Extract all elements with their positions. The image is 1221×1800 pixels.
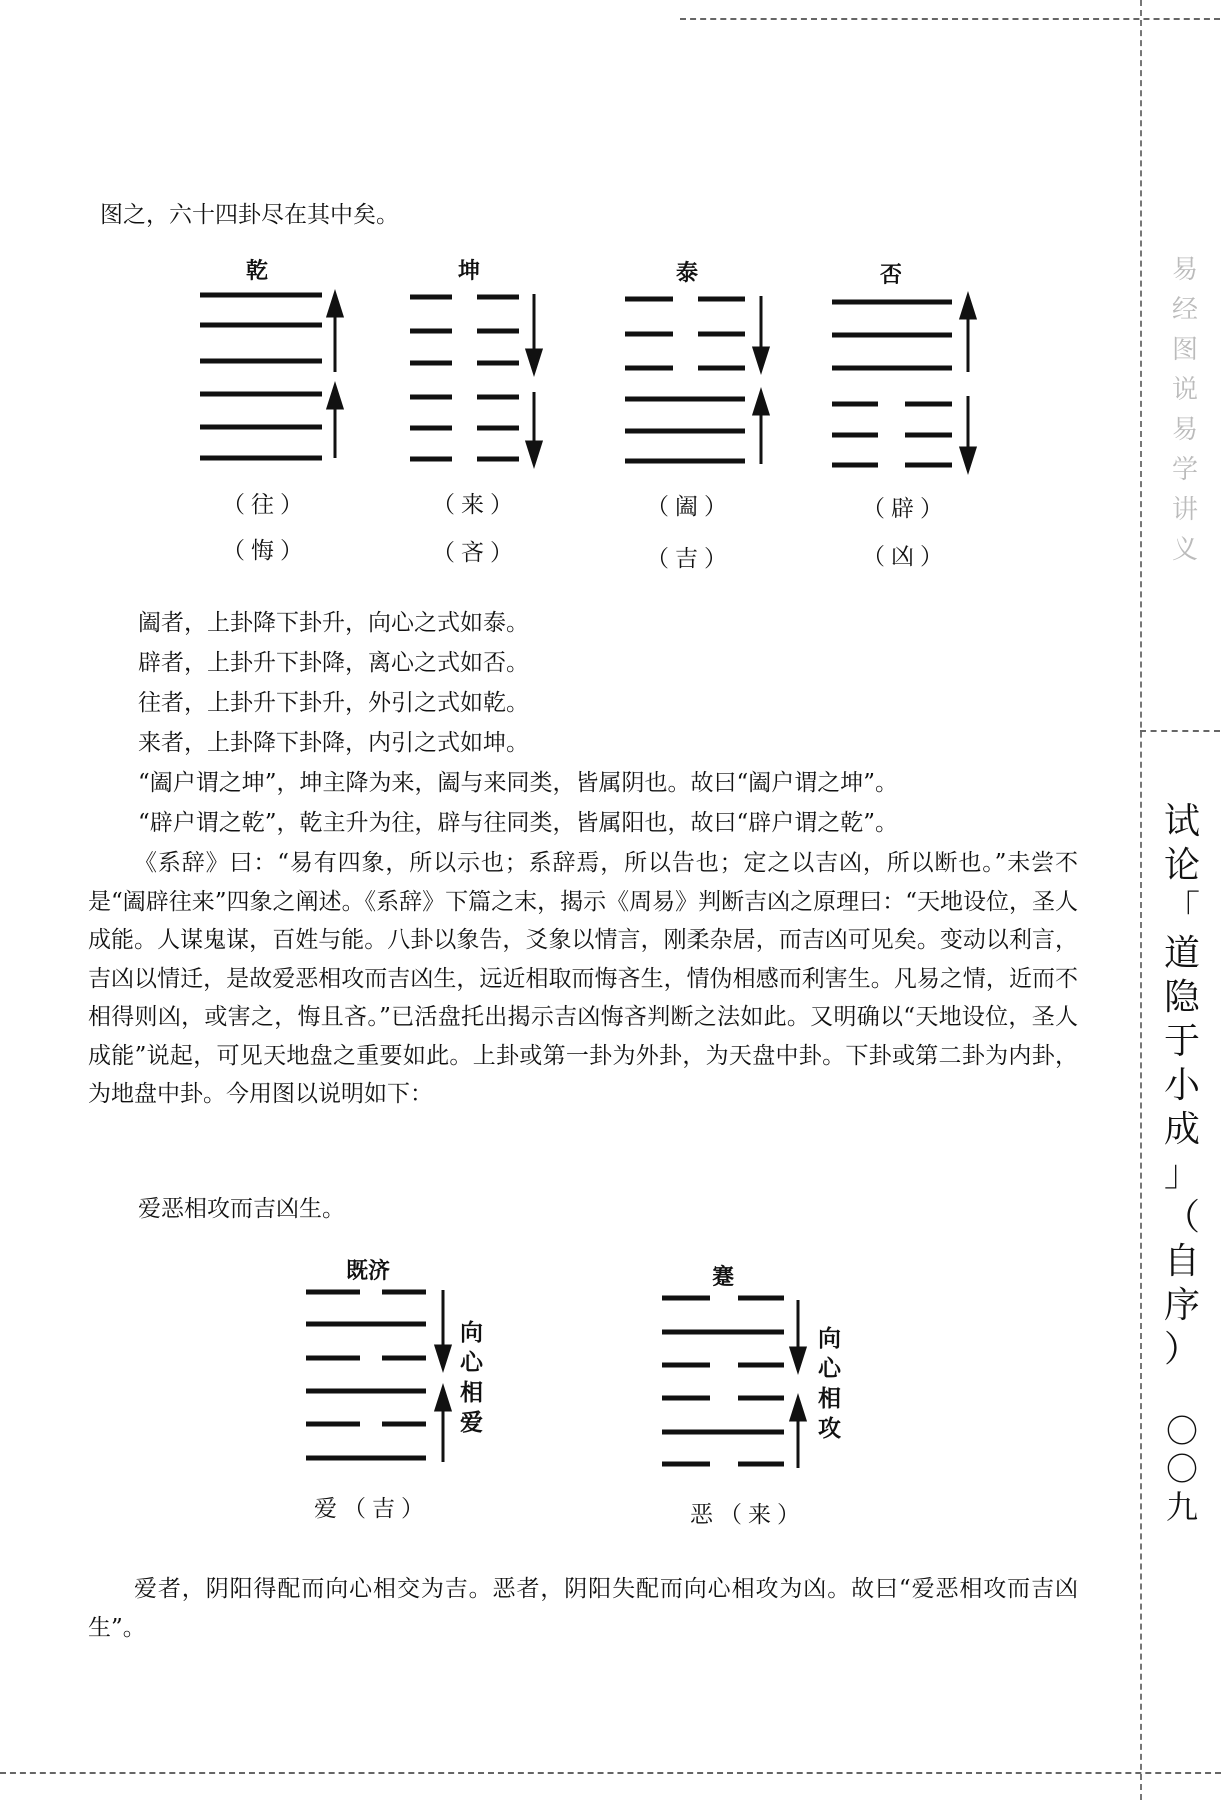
note-xiang-xin-xiang-gong: 向心相攻 [818, 1325, 841, 1442]
hexagram-name-qian: 乾 [246, 258, 269, 284]
label-wang: （往） [222, 492, 309, 518]
closing-paragraph: 爱者，阴阳得配而向心相交为吉。恶者，阴阳失配而向心相攻为凶。故曰“爱恶相攻而吉凶生”。 [88, 1576, 1078, 1641]
label-ji: （吉） [646, 546, 733, 572]
side-title-char: 自 [1163, 1241, 1200, 1282]
intro-text: 图之，六十四卦尽在其中矣。 [100, 202, 399, 228]
faded-side-text: 易经图说易学讲义 [1171, 255, 1198, 565]
side-title-char: 隐 [1163, 977, 1200, 1018]
hexagram-name-tai: 泰 [676, 260, 699, 286]
side-title [1160, 800, 1204, 1372]
definition-lai: 来者，上卦降下卦降，内引之式如坤。 [138, 730, 529, 756]
side-title-char: （ [1163, 1197, 1200, 1238]
definition-wang: 往者，上卦升下卦升，外引之式如乾。 [138, 690, 529, 716]
hexagram-pi-lines [832, 302, 952, 465]
label-lin: （吝） [432, 540, 519, 566]
hexagram-jiji-lines [306, 1292, 426, 1458]
label-he: （阖） [646, 494, 733, 520]
note-xiang-xin-xiang-ai: 向心相爱 [460, 1319, 483, 1436]
section-heading: 爱恶相攻而吉凶生。 [138, 1196, 345, 1222]
label-lai: （来） [432, 492, 519, 518]
hexagram-qian-lines [200, 295, 322, 458]
main-paragraph: 《系辞》曰：“易有四象，所以示也；系辞焉，所以告也；定之以吉凶，所以断也。”未尝不是“阖辟往来”四象之阐述。《系辞》下篇之末，揭示《周易》判断吉凶之原理曰：“天地设位，圣人成能。人谋鬼谋，百姓与能。八卦以象告，爻象以情言，刚柔杂居，而吉凶可见矣。变动以利言，吉凶以情迁，是故爱恶相攻而吉凶生，远近相取而悔吝生，情伪相感而利害生。凡易之情，近而不相得则凶，或害之，悔且吝。”已活盘托出揭示吉凶悔吝判断之法如此。又明确以“天地设位，圣人成能”说起，可见天地盘之重要如此。上卦或第一卦为外卦，为天盘中卦。下卦或第二卦为内卦，为地盘中卦。今用图以说明如下： [88, 850, 1078, 1107]
label-pi: （辟） [862, 496, 949, 522]
page-number: 〇〇九 [1165, 1412, 1198, 1526]
side-title-char: 「 [1163, 889, 1200, 930]
side-title-char: 」 [1163, 1153, 1200, 1194]
label-wu-lai: 恶（来） [690, 1502, 806, 1528]
hexagram-name-pi: 否 [880, 262, 903, 288]
definition-qian-quote: “辟户谓之乾”，乾主升为往，辟与往同类，皆属阳也，故曰“辟户谓之乾”。 [138, 810, 899, 836]
side-title-char: 序 [1163, 1285, 1200, 1326]
side-title-char: 试 [1163, 801, 1200, 842]
hexagram-name-kun: 坤 [458, 258, 481, 284]
hexagram-name-jiji: 既济 [346, 1258, 391, 1284]
hexagram-jian-lines [662, 1298, 784, 1464]
definition-he: 阖者，上卦降下卦升，向心之式如泰。 [138, 610, 529, 636]
side-title-char: ） [1163, 1329, 1200, 1370]
side-title-char: 于 [1163, 1021, 1200, 1062]
label-xiong: （凶） [862, 544, 949, 570]
definition-kun-quote: “阖户谓之坤”，坤主降为来，阖与来同类，皆属阴也。故曰“阖户谓之坤”。 [138, 770, 899, 796]
hexagram-kun-lines [410, 297, 519, 459]
hexagram-tai-lines [625, 299, 745, 461]
hexagram-name-jian: 蹇 [712, 1264, 735, 1290]
side-title-char: 论 [1163, 845, 1200, 886]
side-title-char: 道 [1163, 933, 1200, 974]
side-title-char: 小 [1163, 1065, 1200, 1106]
label-ai-ji: 爱（吉） [314, 1496, 430, 1522]
label-hui: （悔） [222, 538, 309, 564]
definition-pi: 辟者，上卦升下卦降，离心之式如否。 [138, 650, 529, 676]
side-title-char: 成 [1163, 1109, 1200, 1150]
